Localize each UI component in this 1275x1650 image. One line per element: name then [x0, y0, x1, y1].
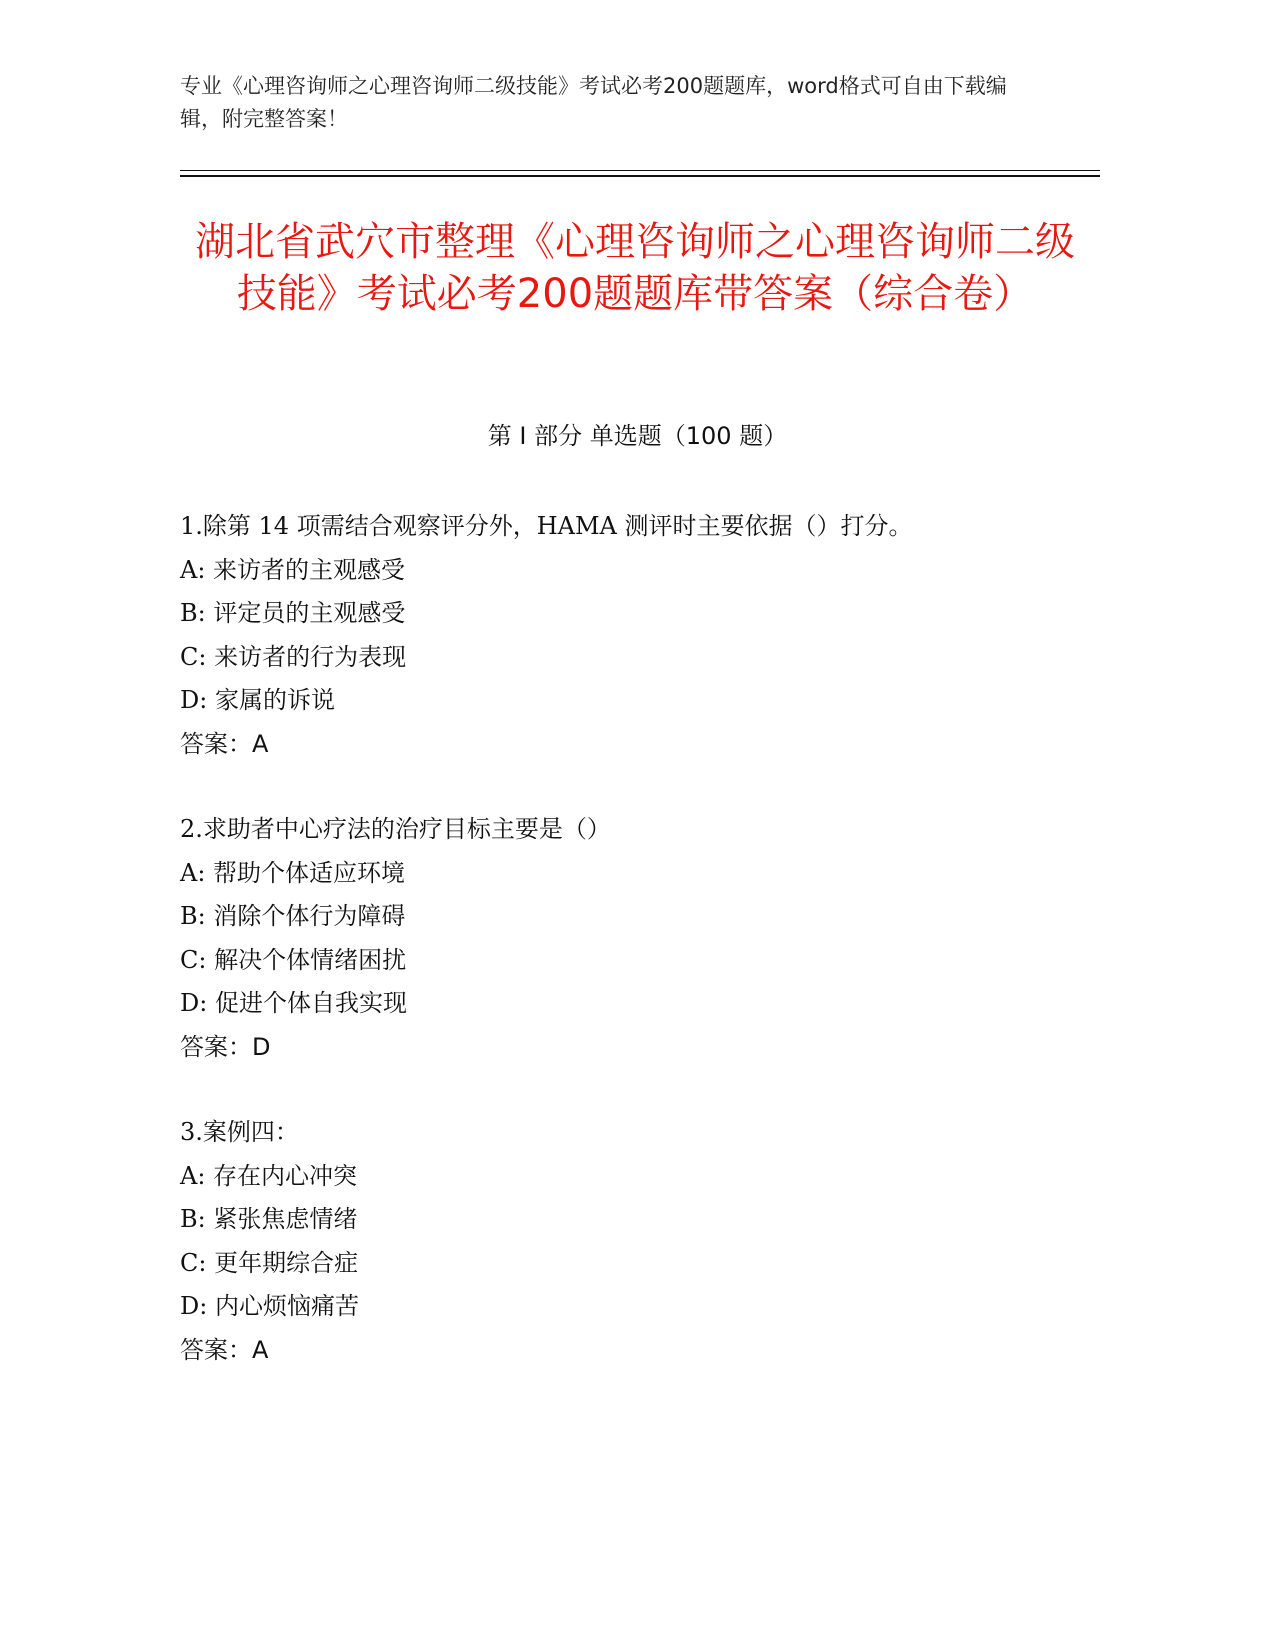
- question-stem: 3.案例四：: [180, 1118, 299, 1146]
- option-a: A: 存在内心冲突: [180, 1161, 358, 1190]
- header-rule-thin: [180, 170, 1100, 171]
- header-note: 专业《心理咨询师之心理咨询师二级技能》考试必考200题题库，word格式可自由下载编辑，附完整答案！: [180, 74, 1007, 131]
- option-d: D: 促进个体自我实现: [180, 989, 407, 1017]
- section-heading: 第 I 部分 单选题（100 题）: [487, 422, 788, 450]
- option-c: C: 来访者的行为表现: [180, 642, 407, 671]
- option-a: A: 来访者的主观感受: [180, 555, 406, 584]
- option-c: C: 解决个体情绪困扰: [180, 945, 407, 974]
- document-title: 湖北省武穴市整理《心理咨询师之心理咨询师二级技能》考试必考200题题库带答案（综合卷）: [195, 219, 1075, 317]
- option-a: A: 帮助个体适应环境: [180, 858, 406, 887]
- question-stem: 1.除第 14 项需结合观察评分外，HAMA 测评时主要依据（）打分。: [180, 512, 913, 540]
- option-d: D: 内心烦恼痛苦: [180, 1292, 359, 1320]
- question-list: [180, 505, 1080, 1414]
- header-rule-thick: [180, 175, 1100, 177]
- option-c: C: 更年期综合症: [180, 1248, 359, 1277]
- option-b: B: 评定员的主观感受: [180, 599, 406, 627]
- question-2: [180, 808, 1080, 1069]
- answer-line: 答案：D: [180, 1032, 271, 1061]
- option-b: B: 消除个体行为障碍: [180, 902, 406, 930]
- question-1: [180, 505, 1080, 766]
- option-d: D: 家属的诉说: [180, 686, 335, 714]
- question-3: [180, 1111, 1080, 1372]
- answer-line: 答案：A: [180, 1335, 269, 1364]
- question-stem: 2.求助者中心疗法的治疗目标主要是（）: [180, 815, 611, 843]
- answer-line: 答案：A: [180, 729, 269, 758]
- option-b: B: 紧张焦虑情绪: [180, 1205, 358, 1233]
